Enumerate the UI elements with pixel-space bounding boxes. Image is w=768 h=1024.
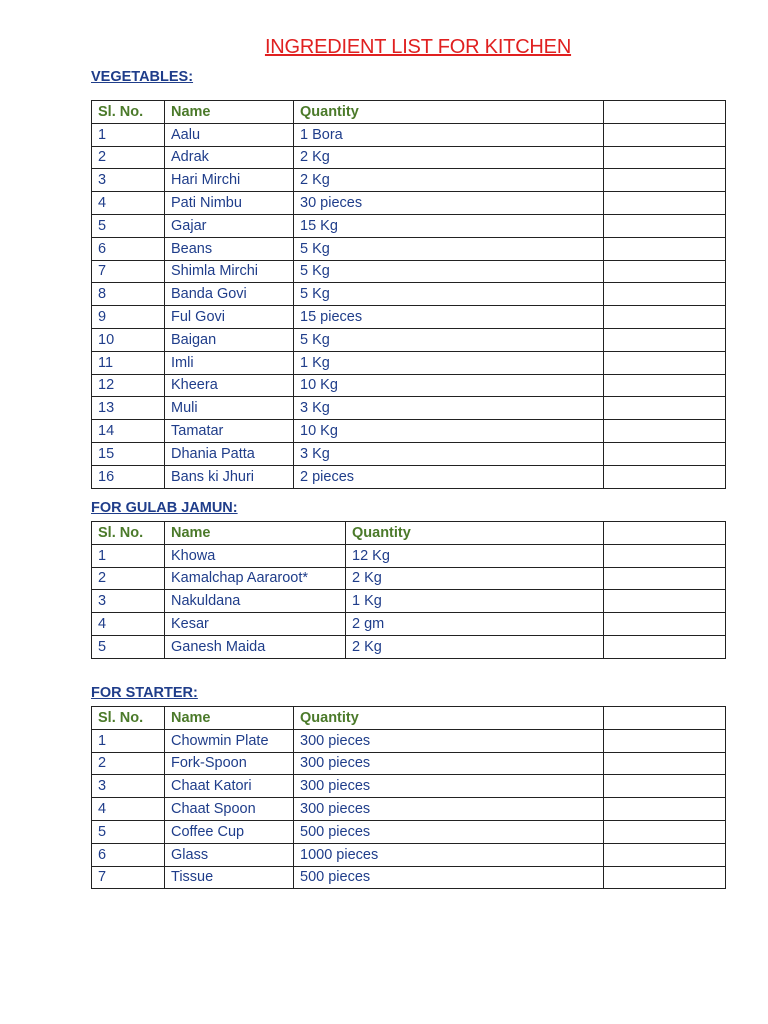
table-cell: Muli — [165, 397, 294, 420]
table-cell: Pati Nimbu — [165, 192, 294, 215]
page-title: INGREDIENT LIST FOR KITCHEN — [264, 36, 572, 58]
table-cell: Chaat Katori — [165, 775, 294, 798]
table-row — [92, 465, 726, 488]
column-header: Quantity — [346, 522, 604, 545]
table-cell: Fork-Spoon — [165, 752, 294, 775]
table-row — [92, 752, 726, 775]
table-cell: 1 Bora — [294, 123, 604, 146]
table-cell: 3 — [92, 169, 165, 192]
table-cell — [604, 635, 726, 658]
table-row — [92, 169, 726, 192]
table-row — [92, 420, 726, 443]
table-cell: 7 — [92, 260, 165, 283]
table-row — [92, 146, 726, 169]
table-cell — [604, 351, 726, 374]
vegetables-table — [91, 100, 726, 489]
table-cell: Adrak — [165, 146, 294, 169]
table-cell: 10 Kg — [294, 374, 604, 397]
table-row — [92, 328, 726, 351]
table-cell: 12 Kg — [346, 544, 604, 567]
table-cell — [604, 397, 726, 420]
table-cell: Shimla Mirchi — [165, 260, 294, 283]
table-cell: 1 — [92, 729, 165, 752]
table-cell: 13 — [92, 397, 165, 420]
table-cell — [604, 146, 726, 169]
table-cell — [604, 260, 726, 283]
table-cell: Tamatar — [165, 420, 294, 443]
table-cell: 4 — [92, 613, 165, 636]
table-cell: 500 pieces — [294, 820, 604, 843]
table-cell: 10 — [92, 328, 165, 351]
table-cell: Beans — [165, 237, 294, 260]
table-cell — [604, 752, 726, 775]
table-cell — [604, 866, 726, 889]
table-row — [92, 544, 726, 567]
table-cell: Kheera — [165, 374, 294, 397]
table-cell: 7 — [92, 866, 165, 889]
table-cell: 3 — [92, 590, 165, 613]
table-cell: 4 — [92, 192, 165, 215]
table-cell: 6 — [92, 237, 165, 260]
table-cell: 300 pieces — [294, 798, 604, 821]
gulab-jamun-table — [91, 521, 726, 659]
table-row — [92, 374, 726, 397]
table-cell: Ful Govi — [165, 306, 294, 329]
table-cell: 1 — [92, 544, 165, 567]
column-header: Quantity — [294, 707, 604, 730]
table-cell: 5 Kg — [294, 283, 604, 306]
table-cell — [604, 283, 726, 306]
table-cell: 2 Kg — [346, 567, 604, 590]
table-cell: 5 Kg — [294, 328, 604, 351]
column-header: Sl. No. — [92, 522, 165, 545]
table-header-row — [92, 101, 726, 124]
column-header: Quantity — [294, 101, 604, 124]
table-cell: 300 pieces — [294, 729, 604, 752]
table-cell: 2 Kg — [294, 146, 604, 169]
table-row — [92, 442, 726, 465]
table-cell: 9 — [92, 306, 165, 329]
table-cell: 11 — [92, 351, 165, 374]
table-cell — [604, 843, 726, 866]
table-cell: 500 pieces — [294, 866, 604, 889]
table-row — [92, 567, 726, 590]
table-cell: 30 pieces — [294, 192, 604, 215]
table-row — [92, 397, 726, 420]
column-header: Sl. No. — [92, 707, 165, 730]
table-cell: Dhania Patta — [165, 442, 294, 465]
table-cell: 5 Kg — [294, 260, 604, 283]
table-cell — [604, 729, 726, 752]
column-header — [604, 707, 726, 730]
table-cell: Khowa — [165, 544, 346, 567]
table-cell: 2 gm — [346, 613, 604, 636]
table-row — [92, 775, 726, 798]
table-cell: 15 Kg — [294, 214, 604, 237]
table-cell: 15 pieces — [294, 306, 604, 329]
column-header: Sl. No. — [92, 101, 165, 124]
table-cell: Aalu — [165, 123, 294, 146]
table-row — [92, 351, 726, 374]
table-cell — [604, 169, 726, 192]
table-cell: 2 — [92, 567, 165, 590]
table-cell — [604, 374, 726, 397]
table-cell: 1000 pieces — [294, 843, 604, 866]
table-cell: Kesar — [165, 613, 346, 636]
table-cell — [604, 306, 726, 329]
table-cell — [604, 775, 726, 798]
table-cell: Chaat Spoon — [165, 798, 294, 821]
table-row — [92, 843, 726, 866]
table-cell: 6 — [92, 843, 165, 866]
table-cell: 2 Kg — [294, 169, 604, 192]
table-cell — [604, 214, 726, 237]
table-cell — [604, 567, 726, 590]
table-cell: 1 — [92, 123, 165, 146]
table-row — [92, 866, 726, 889]
table-cell: 300 pieces — [294, 752, 604, 775]
table-cell: Hari Mirchi — [165, 169, 294, 192]
table-row — [92, 283, 726, 306]
table-row — [92, 820, 726, 843]
table-cell: 4 — [92, 798, 165, 821]
table-cell: 5 — [92, 820, 165, 843]
table-row — [92, 798, 726, 821]
table-cell: Nakuldana — [165, 590, 346, 613]
table-cell: 16 — [92, 465, 165, 488]
table-cell: 3 Kg — [294, 442, 604, 465]
table-cell: 3 Kg — [294, 397, 604, 420]
column-header: Name — [165, 101, 294, 124]
table-row — [92, 635, 726, 658]
table-cell — [604, 613, 726, 636]
table-row — [92, 192, 726, 215]
table-cell: Bans ki Jhuri — [165, 465, 294, 488]
table-cell: Kamalchap Aararoot* — [165, 567, 346, 590]
starter-heading: FOR STARTER: — [91, 685, 198, 701]
table-cell: 12 — [92, 374, 165, 397]
table-cell — [604, 420, 726, 443]
table-cell: 2 pieces — [294, 465, 604, 488]
table-cell: 10 Kg — [294, 420, 604, 443]
table-cell: Baigan — [165, 328, 294, 351]
table-cell: Ganesh Maida — [165, 635, 346, 658]
table-cell: Glass — [165, 843, 294, 866]
table-cell: 1 Kg — [346, 590, 604, 613]
table-cell — [604, 123, 726, 146]
starter-table — [91, 706, 726, 889]
table-cell: 15 — [92, 442, 165, 465]
table-row — [92, 237, 726, 260]
table-cell — [604, 328, 726, 351]
gulab-jamun-heading: FOR GULAB JAMUN: — [91, 500, 238, 516]
column-header: Name — [165, 522, 346, 545]
table-cell: 3 — [92, 775, 165, 798]
table-cell: 5 Kg — [294, 237, 604, 260]
table-cell: Coffee Cup — [165, 820, 294, 843]
table-row — [92, 214, 726, 237]
column-header — [604, 522, 726, 545]
table-header-row — [92, 707, 726, 730]
table-cell — [604, 544, 726, 567]
table-cell: 300 pieces — [294, 775, 604, 798]
table-cell: Tissue — [165, 866, 294, 889]
table-cell — [604, 590, 726, 613]
table-cell — [604, 192, 726, 215]
table-row — [92, 306, 726, 329]
table-cell — [604, 442, 726, 465]
table-cell — [604, 237, 726, 260]
table-cell: Banda Govi — [165, 283, 294, 306]
table-cell: 8 — [92, 283, 165, 306]
table-row — [92, 260, 726, 283]
table-cell — [604, 798, 726, 821]
table-cell: 5 — [92, 635, 165, 658]
table-header-row — [92, 522, 726, 545]
table-cell: 5 — [92, 214, 165, 237]
table-cell: 14 — [92, 420, 165, 443]
table-cell: 2 — [92, 146, 165, 169]
column-header: Name — [165, 707, 294, 730]
table-row — [92, 729, 726, 752]
table-row — [92, 613, 726, 636]
table-cell: Chowmin Plate — [165, 729, 294, 752]
table-row — [92, 123, 726, 146]
table-cell — [604, 465, 726, 488]
column-header — [604, 101, 726, 124]
table-cell: Imli — [165, 351, 294, 374]
table-row — [92, 590, 726, 613]
table-cell: Gajar — [165, 214, 294, 237]
table-cell: 2 — [92, 752, 165, 775]
table-cell — [604, 820, 726, 843]
table-cell: 2 Kg — [346, 635, 604, 658]
vegetables-heading: VEGETABLES: — [91, 69, 194, 85]
table-cell: 1 Kg — [294, 351, 604, 374]
